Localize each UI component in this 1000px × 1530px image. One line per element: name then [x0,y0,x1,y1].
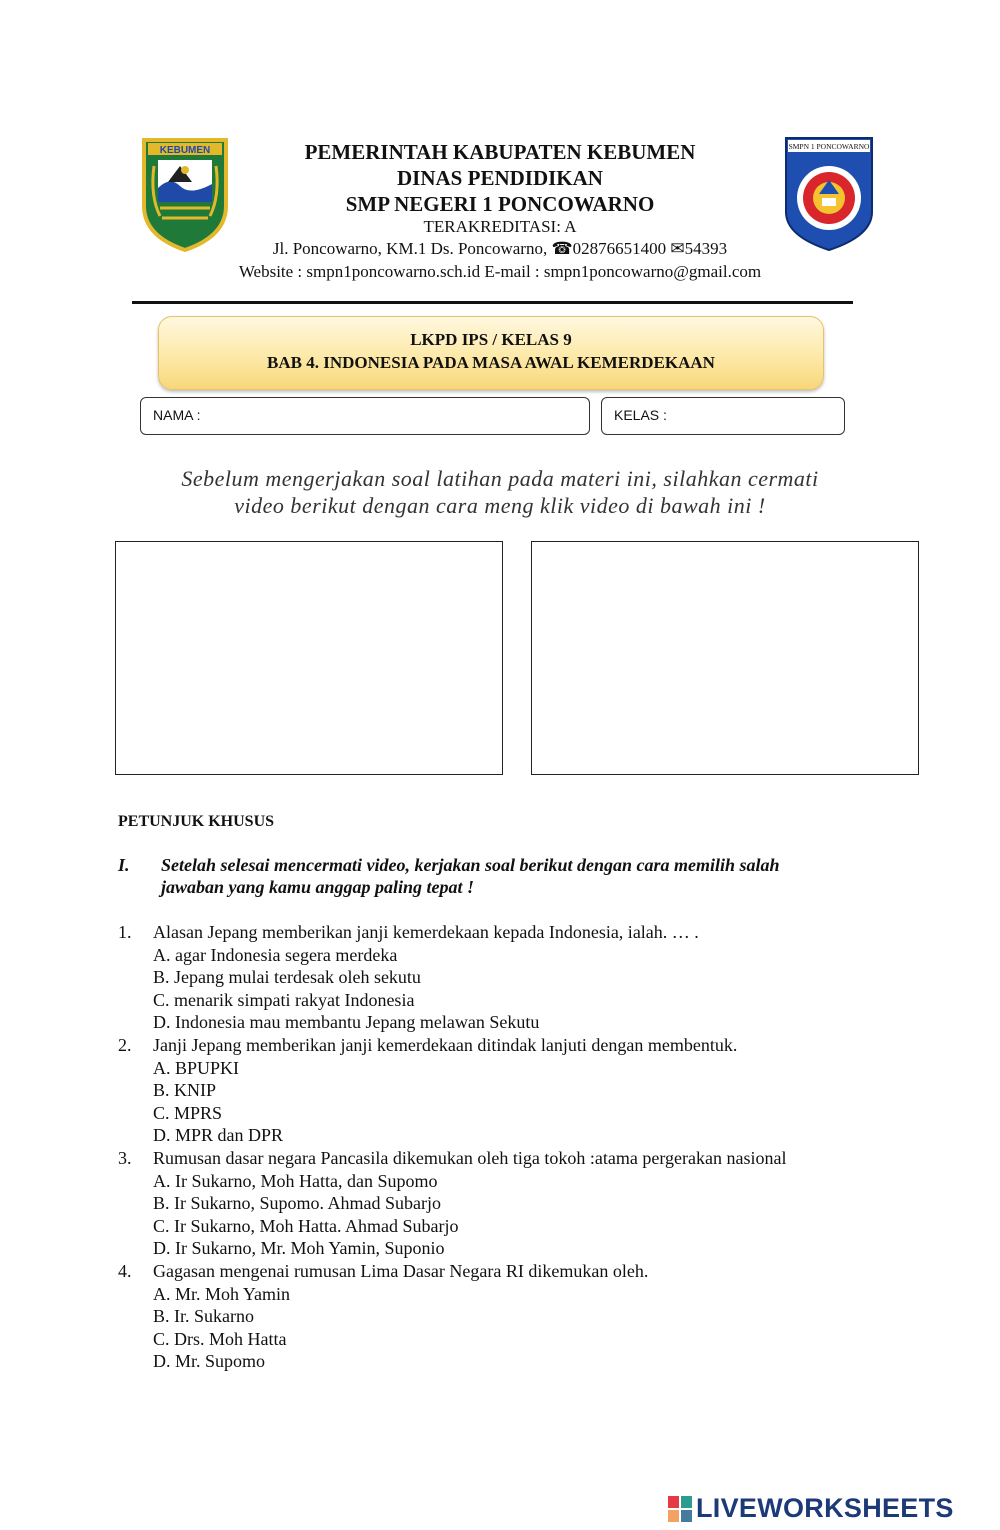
banner-chapter: BAB 4. INDONESIA PADA MASA AWAL KEMERDEKAAN [267,353,715,372]
question-list [118,921,878,1373]
video-1[interactable] [115,541,503,775]
class-field[interactable]: KELAS : [601,397,845,435]
header-department: DINAS PENDIDIKAN [397,166,603,190]
question-number: 1. [118,922,132,942]
header-contact: Website : smpn1poncowarno.sch.id E-mail : smpn1poncowarno@gmail.com [238,262,762,281]
answer-option[interactable]: A. Ir Sukarno, Moh Hatta, dan Supomo [153,1170,438,1191]
question-2 [118,1034,878,1147]
section-instruction-1: Setelah selesai mencermati video, kerjakan soal berikut dengan cara memilih salah [161,855,780,875]
question-text: Alasan Jepang memberikan janji kemerdekaan kepada Indonesia, ialah. … . [153,922,699,942]
answer-option[interactable]: C. Ir Sukarno, Moh Hatta. Ahmad Subarjo [153,1215,459,1236]
answer-option[interactable]: A. Mr. Moh Yamin [153,1283,291,1304]
answer-option[interactable]: C. menarik simpati rakyat Indonesia [153,989,415,1010]
intro-line-2: video berikut dengan cara meng klik video di bawah ini ! [234,493,766,518]
answer-option[interactable]: D. Mr. Supomo [153,1351,266,1372]
liveworksheets-watermark[interactable]: LIVEWORKSHEETS [696,1493,954,1523]
question-text: Janji Jepang memberikan janji kemerdekaan ditindak lanjuti dengan membentuk. [153,1034,738,1055]
header-divider [132,301,853,304]
answer-option[interactable]: D. Ir Sukarno, Mr. Moh Yamin, Suponio [153,1238,445,1259]
section-number: I. [118,855,130,875]
answer-option[interactable]: A. agar Indonesia segera merdeka [153,944,398,965]
question-text: Rumusan dasar negara Pancasila dikemukan oleh tiga tokoh :atama pergerakan nasional [153,1147,787,1168]
instructions-heading: PETUNJUK KHUSUS [118,813,275,830]
question-3 [118,1147,878,1260]
video-2[interactable] [531,541,919,775]
question-text: Gagasan mengenai rumusan Lima Dasar Negara RI dikemukan oleh. [153,1260,649,1281]
answer-option[interactable]: B. Ir. Sukarno [153,1306,254,1327]
answer-option[interactable]: D. MPR dan DPR [153,1125,284,1146]
answer-option[interactable]: C. MPRS [153,1102,223,1123]
question-number: 3. [118,1147,132,1168]
title-banner [158,316,824,390]
answer-option[interactable]: C. Drs. Moh Hatta [153,1328,287,1349]
header-government: PEMERINTAH KABUPATEN KEBUMEN [304,140,696,164]
header-school: SMP NEGERI 1 PONCOWARNO [345,192,655,216]
header-accreditation: TERAKREDITASI: A [423,217,577,236]
header-address: Jl. Poncowarno, KM.1 Ds. Poncowarno, ☎02876651400 ✉54393 [272,239,728,258]
answer-option[interactable]: B. KNIP [153,1080,217,1101]
intro-line-1: Sebelum mengerjakan soal latihan pada materi ini, silahkan cermati [181,466,819,491]
banner-subject: LKPD IPS / KELAS 9 [410,330,572,349]
liveworksheets-logo-icon [668,1496,692,1522]
question-number: 2. [118,1034,132,1055]
section-instruction-2: jawaban yang kamu anggap paling tepat ! [161,877,475,897]
answer-option[interactable]: D. Indonesia mau membantu Jepang melawan Sekutu [153,1012,540,1033]
answer-option[interactable]: A. BPUPKI [153,1057,240,1078]
answer-option[interactable]: B. Jepang mulai terdesak oleh sekutu [153,967,421,988]
question-number: 4. [118,1260,132,1281]
question-1 [118,921,878,1034]
answer-option[interactable]: B. Ir Sukarno, Supomo. Ahmad Subarjo [153,1193,441,1214]
name-field[interactable]: NAMA : [140,397,590,435]
svg-text:KEBUMEN: KEBUMEN [159,145,211,156]
svg-text:SMPN 1 PONCOWARNO: SMPN 1 PONCOWARNO [788,142,870,151]
school-logo-icon [784,136,874,252]
question-4 [118,1260,878,1373]
